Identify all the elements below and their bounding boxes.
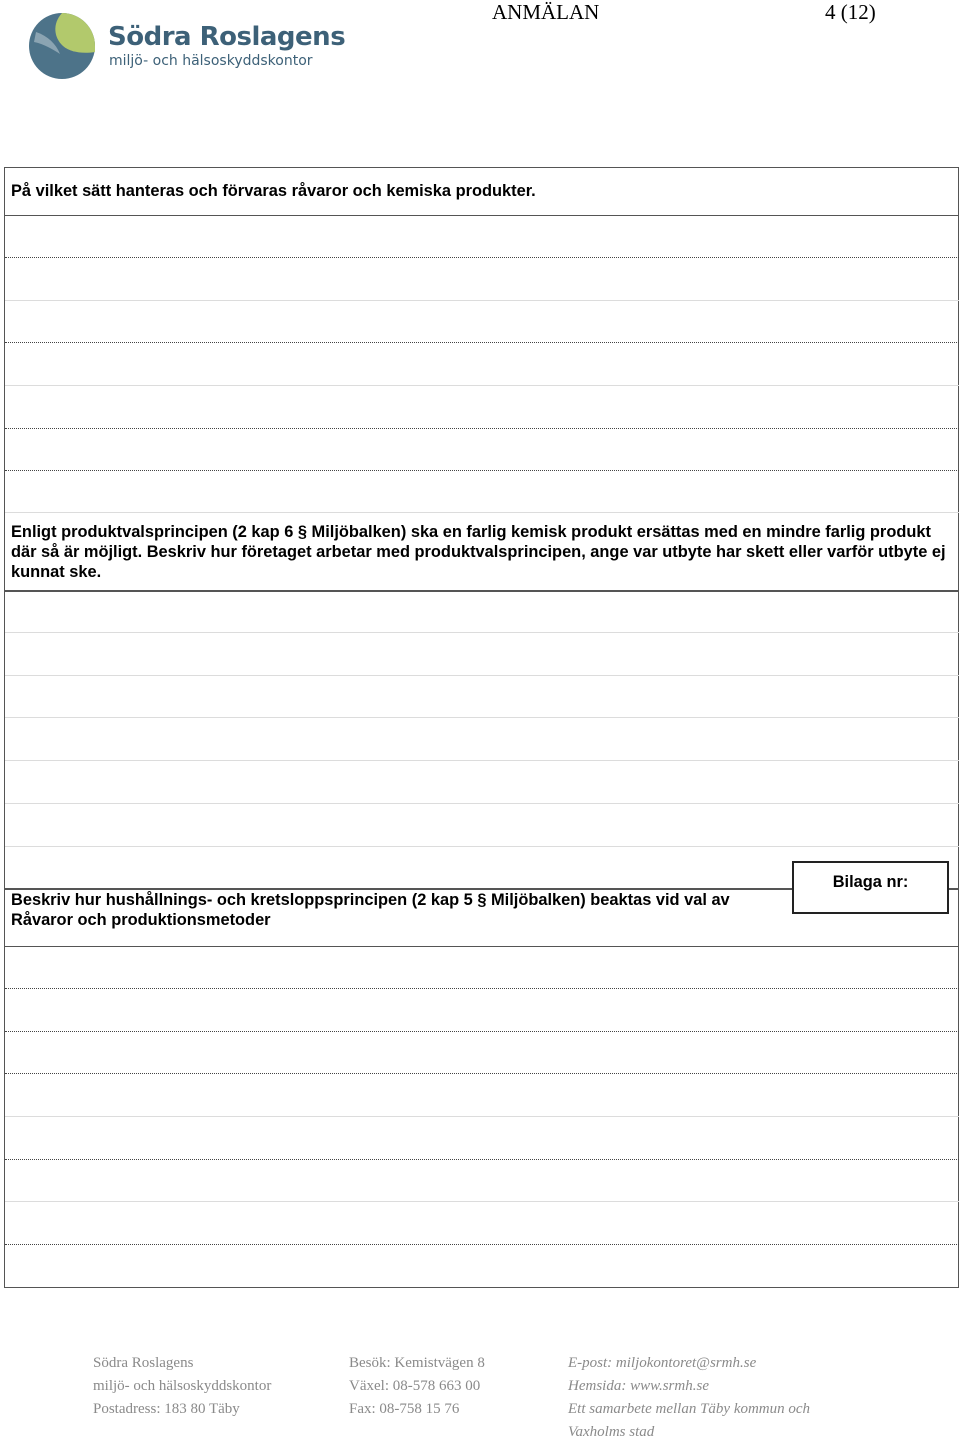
footer-collab-line-2: Vaxholms stad [568, 1424, 655, 1440]
footer-col-contact [349, 1352, 485, 1421]
footer-org-sub: miljö- och hälsoskyddskontor [93, 1378, 272, 1394]
answer-line[interactable] [5, 675, 959, 676]
answer-line[interactable] [5, 385, 959, 386]
answer-line[interactable] [5, 1073, 959, 1074]
bilaga-label: Bilaga nr: [832, 873, 909, 891]
answer-line[interactable] [5, 342, 959, 343]
footer-visit-address: Besök: Kemistvägen 8 [349, 1355, 485, 1371]
section-3-frame [4, 888, 959, 1288]
answer-line[interactable] [5, 632, 959, 633]
section-2-question: Enligt produktvalsprincipen (2 kap 6 § Miljöbalken) ska en farlig kemisk produkt ersättas med en mindre farlig produkt där så är möjligt. Beskriv hur företaget arbetar med produktvalsprincipen, ange var utbyte har skett eller varför utbyte ej kunnat ske. [11, 523, 946, 581]
footer-email: E-post: miljokontoret@srmh.se [568, 1355, 757, 1371]
answer-line[interactable] [5, 1116, 959, 1117]
answer-line[interactable] [5, 1159, 959, 1160]
section-1-divider [5, 215, 959, 216]
section-3-question: Beskriv hur hushållnings- och kretsloppsprincipen (2 kap 5 § Miljöbalken) beaktas vid val av Råvaror och produktionsmetoder [11, 891, 730, 929]
footer-collab-line: Ett samarbete mellan Täby kommun och [568, 1401, 811, 1417]
footer-org-name: Södra Roslagens [93, 1355, 194, 1371]
footer-postal-address: Postadress: 183 80 Täby [93, 1401, 240, 1417]
answer-line[interactable] [5, 1201, 959, 1202]
document-title: ANMÄLAN [492, 0, 600, 24]
logo [26, 8, 346, 82]
bilaga-number-box[interactable] [792, 861, 949, 914]
answer-line[interactable] [5, 300, 959, 301]
footer-col-organisation [93, 1352, 271, 1421]
section-1-question: På vilket sätt hanteras och förvaras råvaror och kemiska produkter. [11, 182, 536, 200]
footer-phone: Växel: 08-578 663 00 [349, 1378, 481, 1394]
answer-line[interactable] [5, 1031, 959, 1032]
answer-line[interactable] [5, 803, 959, 804]
answer-line[interactable] [5, 257, 959, 258]
answer-line[interactable] [5, 1244, 959, 1245]
page-number: 4 (12) [825, 0, 876, 24]
answer-line[interactable] [5, 428, 959, 429]
answer-line[interactable] [5, 470, 959, 471]
footer-website: Hemsida: www.srmh.se [568, 1378, 709, 1394]
answer-line[interactable] [5, 760, 959, 761]
logo-name: Södra Roslagens [108, 22, 346, 52]
answer-line[interactable] [5, 846, 959, 847]
answer-line[interactable] [5, 988, 959, 989]
logo-mark-icon [26, 8, 96, 80]
answer-line[interactable] [5, 512, 959, 513]
section-2-frame [4, 590, 959, 890]
logo-subtitle: miljö- och hälsoskyddskontor [109, 53, 313, 69]
answer-line[interactable] [5, 717, 959, 718]
section-3-divider [5, 946, 959, 947]
footer-col-web [568, 1352, 810, 1444]
footer-fax: Fax: 08-758 15 76 [349, 1401, 460, 1417]
